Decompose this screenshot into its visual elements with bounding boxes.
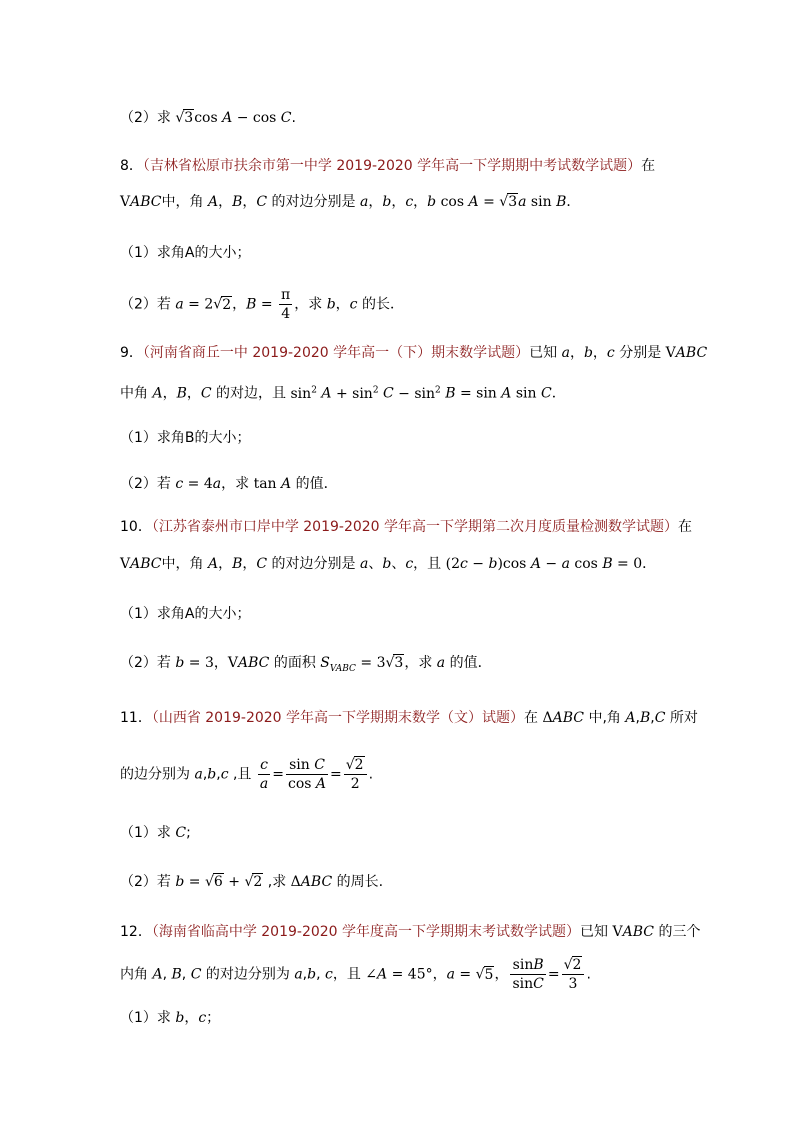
problem-11-source: （山西省 2019-2020 学年高一下学期期末数学（文）试题） xyxy=(151,710,525,726)
prev-q2: （2）求 √3cos A − cos C. xyxy=(120,110,296,126)
problem-8-source: （吉林省松原市扶余市第一中学 2019-2020 学年高一下学期期中考试数学试题） xyxy=(142,158,642,174)
problem-8-q2: （2）若 a = 2√2，B = $\frac{\pi}{4}$ ，求 b，c 的长． xyxy=(120,287,404,322)
problem-11-statement: 的边分别为 a,b,c ,且 $\frac{c}{a}$ = $\frac{\text{sin C}}{\text{cos A}}$ = $\frac{√2}{2}$ . xyxy=(120,757,374,792)
problem-9-q1: （1）求角B的大小； xyxy=(120,430,251,446)
problem-12-statement: 内角 A, B, C 的对边分别为 a,b, c，且 ∠A = 45°，a = √5， $\frac{\sin B}{\sin C}$ = $\frac{√2}{3}$ . xyxy=(120,957,591,992)
problem-8-q1: （1）求角A的大小； xyxy=(120,245,251,261)
problem-10-q2: （2）若 b = 3，VABC 的面积 $S_{VABC} = 3√3$，求 a 的值． xyxy=(120,655,492,674)
problem-9-header: 9．（河南省商丘一中 2019-2020 学年高一（下）期末数学试题）已知 a，b，c 分别是 VABC xyxy=(120,345,708,361)
problem-10-source: （江苏省泰州市口岸中学 2019-2020 学年高一下学期第二次月度质量检测数学试题） xyxy=(151,519,679,535)
problem-10-q1: （1）求角A的大小； xyxy=(120,606,251,622)
problem-9-source: （河南省商丘一中 2019-2020 学年高一（下）期末数学试题） xyxy=(142,345,530,361)
problem-10-statement: VABC中，角 A，B，C 的对边分别是 a、b、c，且 (2c − b)cos A − a cos B = 0． xyxy=(120,556,657,572)
problem-8-header: 8．（吉林省松原市扶余市第一中学 2019-2020 学年高一下学期期中考试数学试题）在 xyxy=(120,158,656,174)
problem-11-header: 11．（山西省 2019-2020 学年高一下学期期末数学（文）试题）在 ΔABC 中,角 A,B,C 所对 xyxy=(120,710,698,726)
problem-9-statement: 中角 A，B，C 的对边，且 $\sin^2 A + \sin^2 C - \sin^2 B = \sin A$ sin C． xyxy=(120,385,566,402)
problem-11-q2: （2）若 b = √6 + √2 ,求 ΔABC 的周长. xyxy=(120,874,384,890)
problem-11-q1: （1）求 C; xyxy=(120,825,191,841)
problem-9-q2: （2）若 c = 4a，求 tan A 的值． xyxy=(120,476,338,492)
problem-12-header: 12．（海南省临高中学 2019-2020 学年度高一下学期期末考试数学试题）已知 VABC 的三个 xyxy=(120,924,701,940)
problem-12-source: （海南省临高中学 2019-2020 学年度高一下学期期末考试数学试题） xyxy=(151,924,581,940)
problem-10-header: 10．（江苏省泰州市口岸中学 2019-2020 学年高一下学期第二次月度质量检测数学试题）在 xyxy=(120,519,693,535)
problem-8-statement: VABC中，角 A，B，C 的对边分别是 a，b，c，b cos A = √3a sin B． xyxy=(120,194,581,210)
problem-12-q1: （1）求 b，c； xyxy=(120,1010,221,1026)
